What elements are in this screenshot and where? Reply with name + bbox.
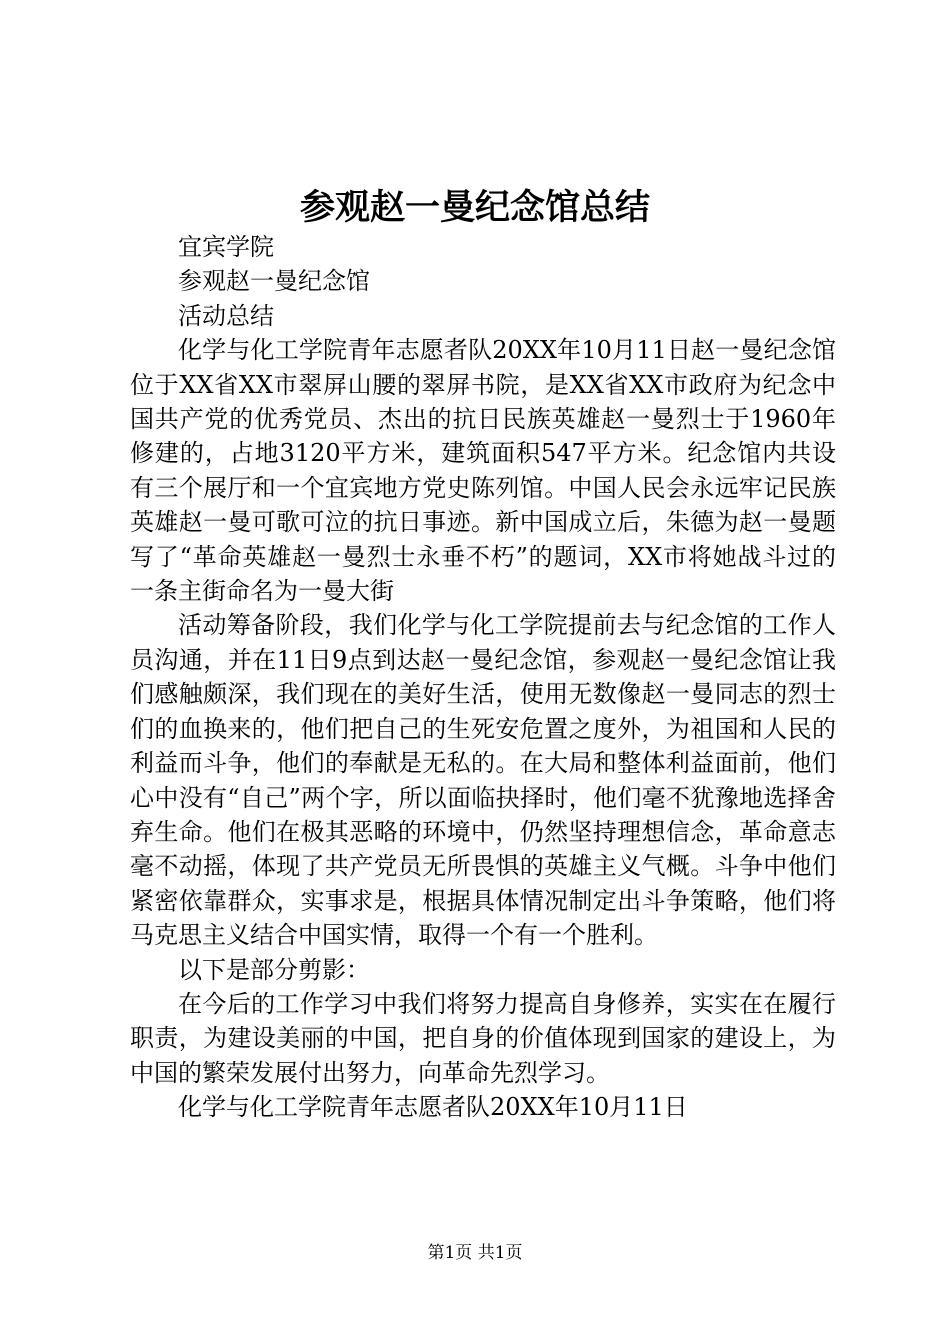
- paragraph-school: 宜宾学院: [178, 233, 274, 261]
- paragraph-commitment: 在今后的工作学习中我们将努力提高自身修养，实实在在履行职责，为建设美丽的中国，把自身的价值体现到国家的建设上，为中国的繁荣发展付出努力，向革命先烈学习。: [130, 989, 836, 1087]
- paragraph-activity-reflection: 活动筹备阶段，我们化学与化工学院提前去与纪念馆的工作人员沟通，并在11日9点到达赵一曼纪念馆，参观赵一曼纪念馆让我们感触颇深，我们现在的美好生活，使用无数像赵一曼同志的烈士们的血换来的，他们把自己的生死安危置之度外，为祖国和人民的利益而斗争，他们的奉献是无私的。在大局和整体利益面前，他们心中没有“自己”两个字，所以面临抉择时，他们毫不犹豫地选择舍弃生命。他们在极其恶略的环境中，仍然坚持理想信念，革命意志毫不动摇，体现了共产党员无所畏惧的英雄主义气概。斗争中他们紧密依靠群众，实事求是，根据具体情况制定出斗争策略，他们将马克思主义结合中国实情，取得一个有一个胜利。: [130, 611, 836, 950]
- page-number-footer: 第1页 共1页: [427, 1243, 523, 1263]
- paragraph-visit: 参观赵一曼纪念馆: [178, 267, 370, 296]
- document-body: [130, 230, 836, 1125]
- paragraph-museum-intro: 化学与化工学院青年志愿者队20XX年10月11日赵一曼纪念馆位于XX省XX市翠屏山腰的翠屏书院，是XX省XX市政府为纪念中国共产党的优秀党员、杰出的抗日民族英雄赵一曼烈士于1960年修建的，占地3120平方米，建筑面积547平方米。纪念馆内共设有三个展厅和一个宜宾地方党史陈列馆。中国人民会永远牢记民族英雄赵一曼可歌可泣的抗日事迹。新中国成立后，朱德为赵一曼题写了“革命英雄赵一曼烈士永垂不朽”的题词，XX市将她战斗过的一条主街命名为一曼大街: [130, 336, 836, 606]
- paragraph-signature: 化学与化工学院青年志愿者队20XX年10月11日: [178, 1093, 688, 1122]
- paragraph-summary-label: 活动总结: [178, 301, 274, 330]
- paragraph-photos-label: 以下是部分剪影：: [178, 955, 370, 984]
- document-title: 参观赵一曼纪念馆总结: [299, 187, 650, 228]
